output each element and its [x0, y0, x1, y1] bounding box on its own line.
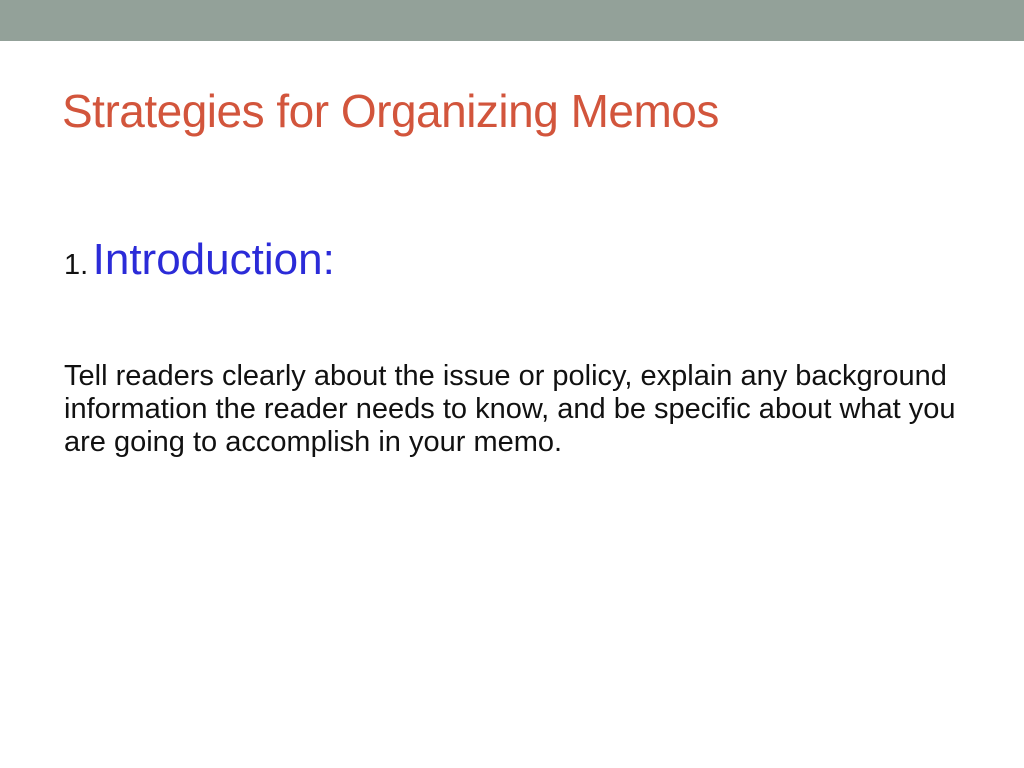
top-accent-bar [0, 0, 1024, 41]
section-number: 1. [64, 249, 89, 281]
body-paragraph: Tell readers clearly about the issue or policy, explain any background information the reader needs to know, and be specific about what you are going to accomplish in your memo. [64, 360, 956, 458]
slide-title: Strategies for Organizing Memos [62, 85, 719, 137]
section-heading [64, 234, 335, 287]
section-label: Introduction: [92, 235, 335, 284]
